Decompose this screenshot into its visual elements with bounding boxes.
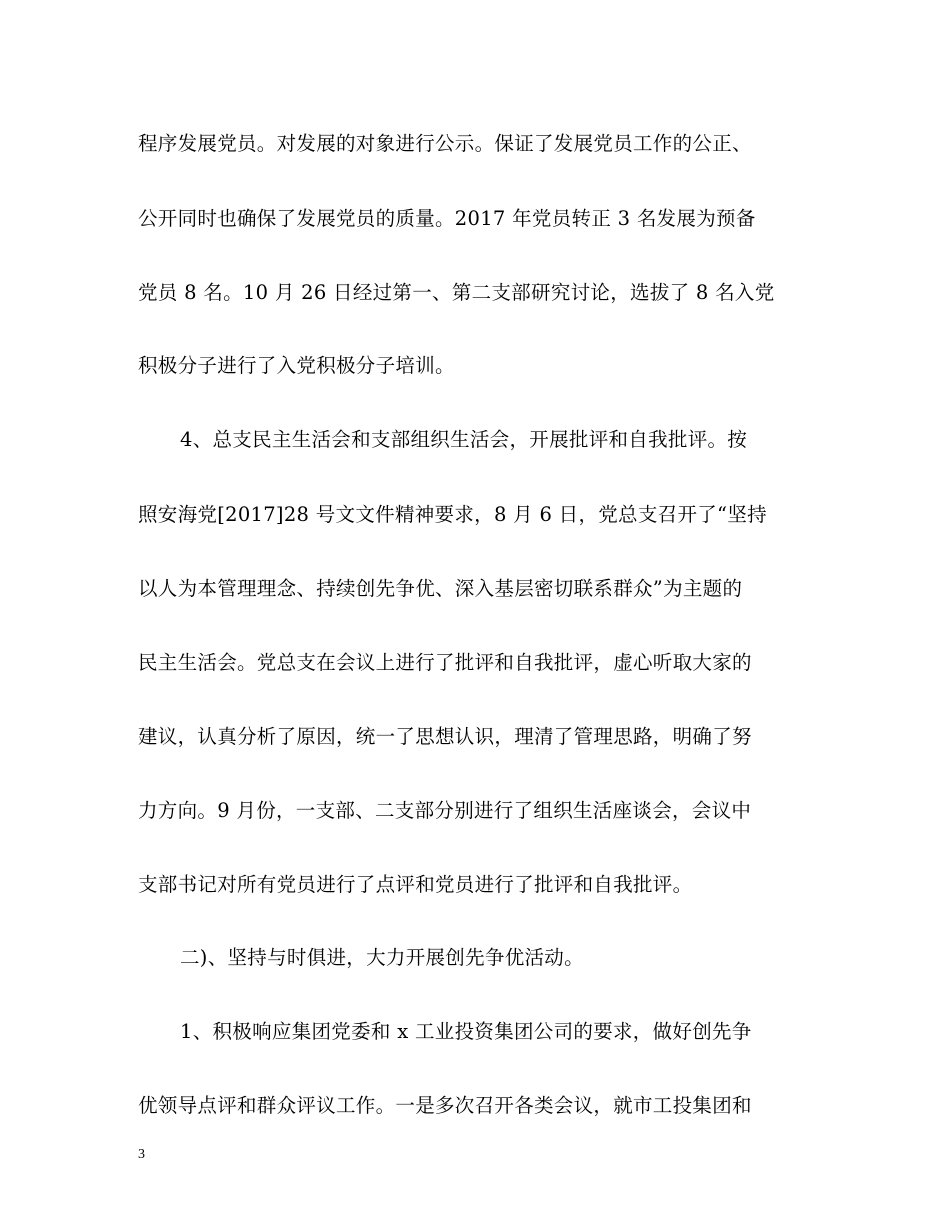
text-line: 积极分子进行了入党积极分子培训。 [138,354,455,377]
text-line: 民主生活会。党总支在会议上进行了批评和自我批评，虚心听取大家的 [138,651,752,674]
text-line: 优领导点评和群众评议工作。一是多次召开各类会议，就市工投集团和 [138,1094,752,1117]
text-line: 支部书记对所有党员进行了点评和党员进行了批评和自我批评。 [138,873,693,896]
text-line: 力方向。9 月份，一支部、二支部分别进行了组织生活座谈会，会议中 [138,799,752,822]
text-line: 建议，认真分析了原因，统一了思想认识，理清了管理思路，明确了努 [138,725,752,748]
page-number: 3 [138,1147,145,1162]
text-line: 公开同时也确保了发展党员的质量。2017 年党员转正 3 名发展为预备 [138,207,756,230]
paragraph-first-line: 1、积极响应集团党委和 x 工业投资集团公司的要求，做好创先争 [180,1020,752,1043]
text-line: 党员 8 名。10 月 26 日经过第一、第二支部研究讨论，选拔了 8 名入党 [138,281,775,304]
text-line: 照安海党[2017]28 号文文件精神要求，8 月 6 日，党总支召开了“坚持 [138,503,767,526]
section-heading: 二)、坚持与时俱进，大力开展创先争优活动。 [180,946,584,969]
text-line: 程序发展党员。对发展的对象进行公示。保证了发展党员工作的公正、 [138,132,752,155]
paragraph-first-line: 4、总支民主生活会和支部组织生活会，开展批评和自我批评。按 [180,428,748,451]
text-line: 以人为本管理理念、持续创先争优、深入基层密切联系群众”为主题的 [138,577,743,600]
